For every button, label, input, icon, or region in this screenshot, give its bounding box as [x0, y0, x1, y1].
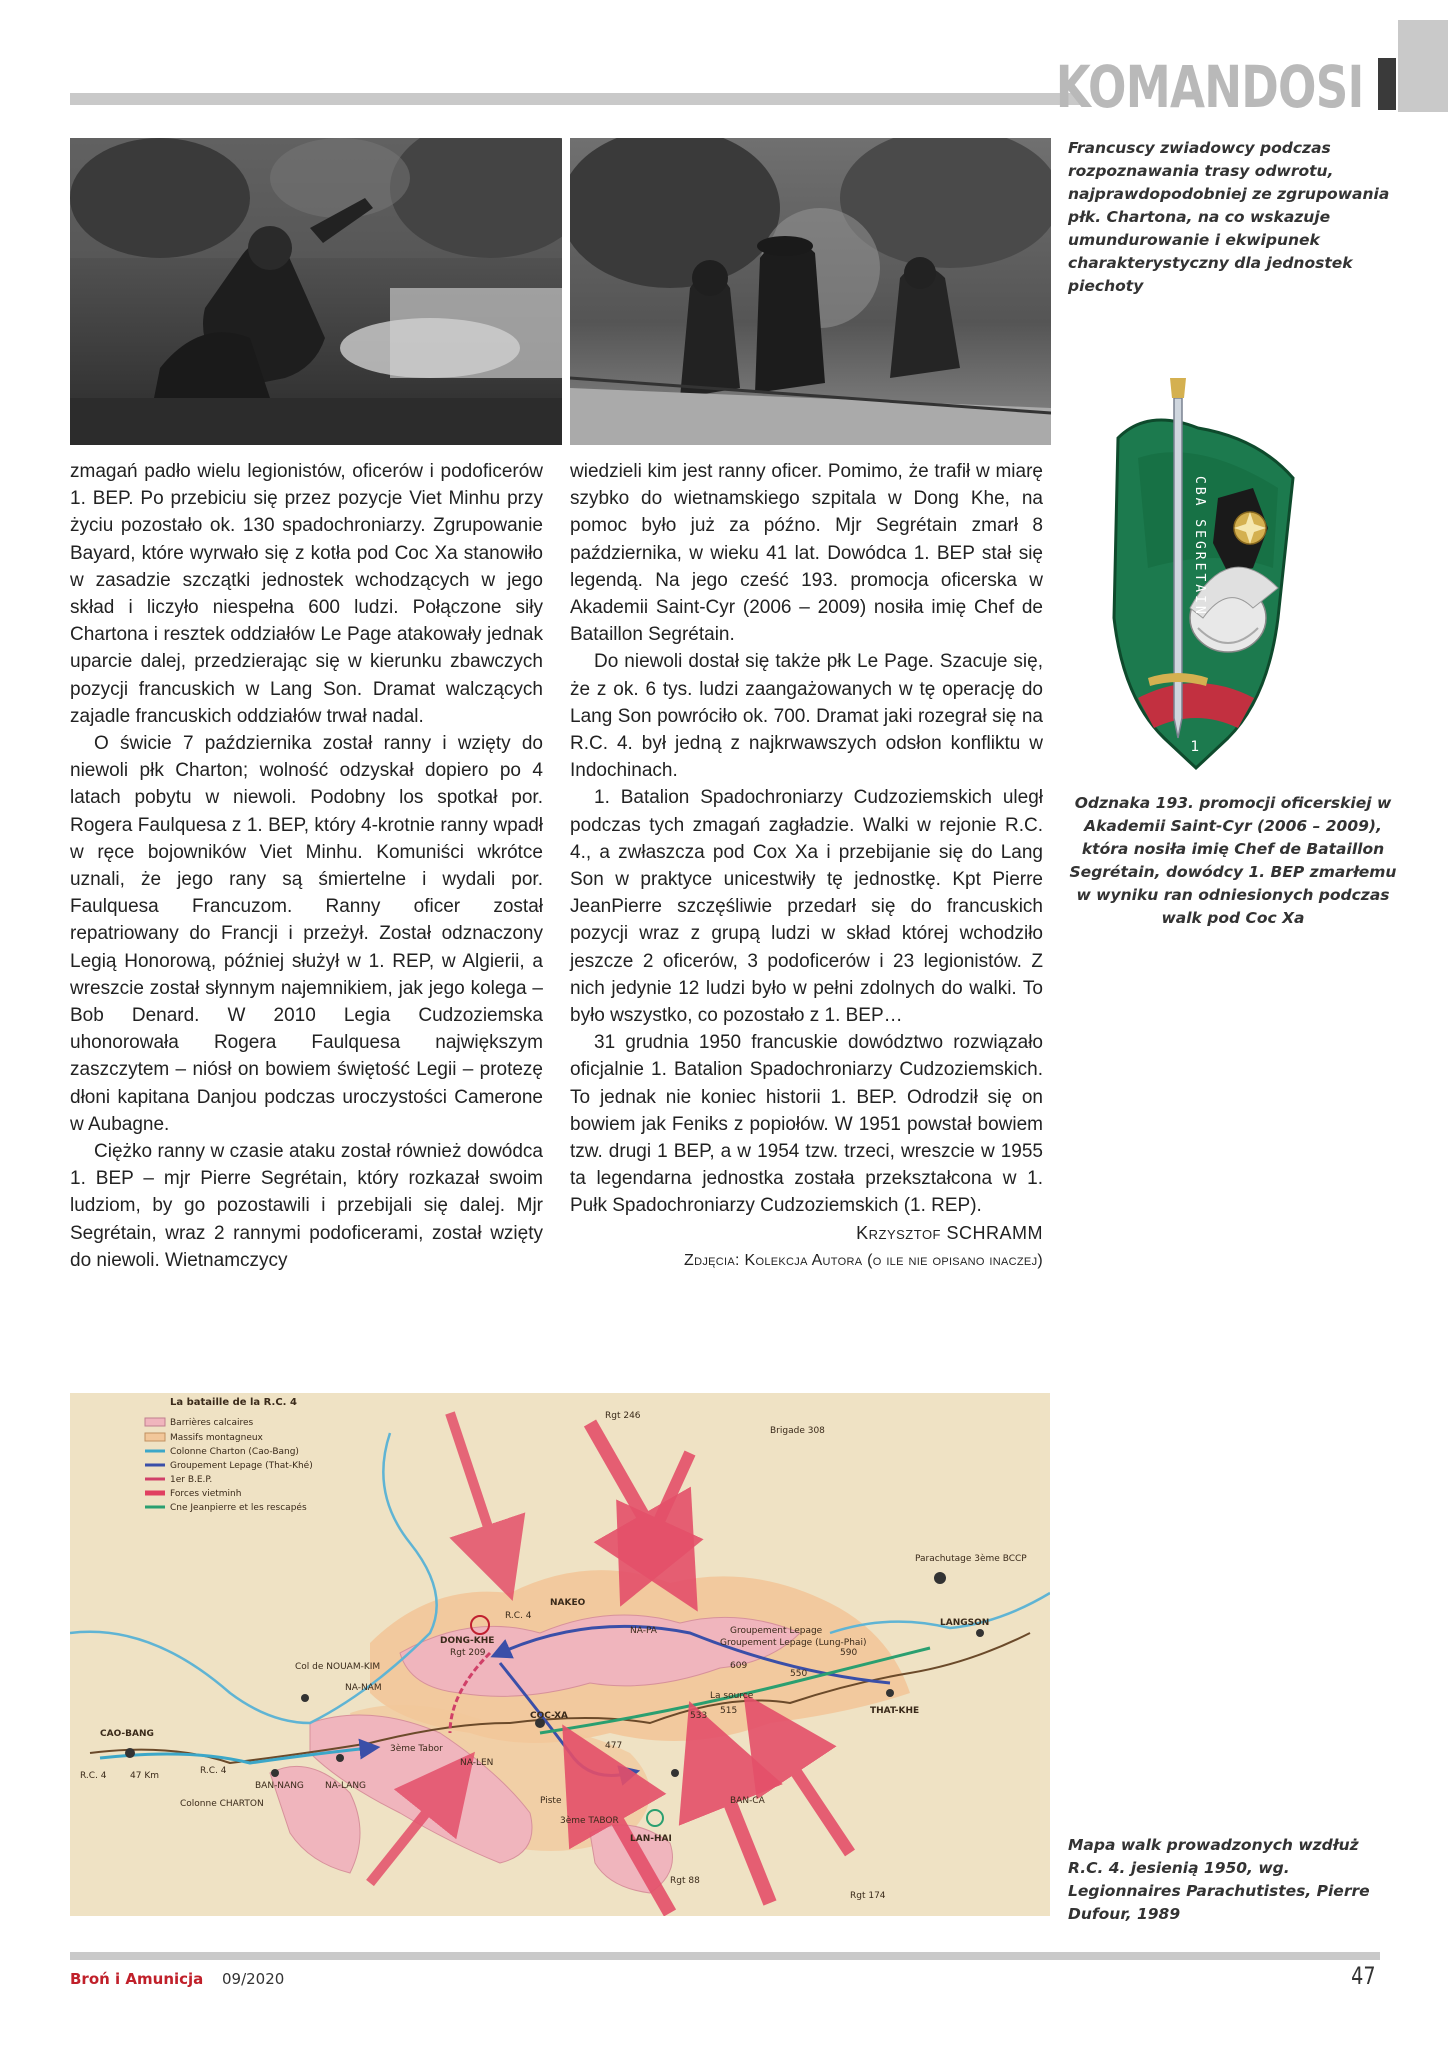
place-tabor: 3ème TABOR: [560, 1816, 619, 1826]
col2-paragraph-3: 1. Batalion Spadochroniarzy Cudzoziemskich uległ podczas tych zmagań zagładzie. Walki w rejonie R.C. 4., a zwłaszcza pod Cox Xa i przebijanie się do Lang Son w praktyce unicestwiły tę jednostkę. Kpt Pierre JeanPierre szczęśliwie przedarł się do francuskich pozycji wraz z grupą ludzi w skład której wchodziło jeszcze 2 oficerów, 3 podoficerów i 23 legionistów. Z nich jedynie 12 ludzi było w pełni zdolnych do walki. To było wszystko, co pozostało z 1. BEP…: [570, 787, 1043, 1027]
article-column-1: [70, 458, 543, 1274]
badge-lettering: CBA SEGRETAIN: [1192, 476, 1207, 617]
place-langson: LANGSON: [940, 1618, 990, 1628]
battle-map: [70, 1393, 1050, 1916]
photo-scouts-right-image: [570, 138, 1051, 445]
saint-cyr-badge: [1078, 368, 1314, 774]
footer-rule: [70, 1952, 1380, 1960]
place-na-lang: NA-LANG: [325, 1781, 367, 1791]
legend-label-0: Barrières calcaires: [170, 1418, 254, 1428]
col2-paragraph-2: Do niewoli dostał się także płk Le Page. Szacuje się, że z ok. 6 tys. ludzi zaangażowanych w tę operację do Lang Son powróciło ok. 700. Dramat jaki rozegrał się na R.C. 4. był jedną z najkrwawszych odsłon konfliktu w Indochinach.: [570, 651, 1043, 782]
place-lan-hai: LAN-HAI: [630, 1834, 672, 1844]
legend-label-4: 1er B.E.P.: [170, 1475, 213, 1485]
place-na-pa: NA-PA: [630, 1626, 657, 1636]
place-piste: Piste: [540, 1796, 562, 1806]
col1-paragraph-2: O świcie 7 października został ranny i wzięty do niewoli płk Charton; wolność odzyskał dopiero po 4 latach pobytu w niewoli. Podobny los spotkał por. Rogera Faulquesa z 1. BEP, który 4-krotnie ranny wpadł w ręce bojowników Viet Minhu. Komuniści wkrótce uznali, że jego rany są śmiertelne i wydali por. Faulquesa Francuzom. Ranny oficer został repatriowany do Francji i przeżył. Został odznaczony Legią Honorową, później służył w 1. REP, w Algierii, a wreszcie został słynnym najemnikiem, jak jego kolega – Bob Denard. W 2010 Legia Cudzoziemska uhonorowała Rogera Faulquesa największym zaszczytem – niósł on bowiem świętość Legii – protezę dłoni kapitana Danjou podczas uroczystości Camerone w Aubagne.: [70, 733, 543, 1135]
place-rc4-left: R.C. 4: [80, 1771, 107, 1781]
place-rc4-dk: R.C. 4: [505, 1611, 532, 1621]
photo-caption: Francuscy zwiadowcy podczas rozpoznawania trasy odwrotu, najprawdopodobniej ze zgrupowania płk. Chartona, na co wskazuje umundurowanie i ekwipunek charakterystyczny dla jednostek piechoty: [1068, 139, 1390, 295]
legend-label-1: Massifs montagneux: [170, 1433, 263, 1443]
place-parachutage: Parachutage 3ème BCCP: [915, 1554, 1027, 1564]
place-col-nouam: Col de NOUAM-KIM: [295, 1662, 381, 1672]
place-colonne-charton: Colonne CHARTON: [180, 1799, 264, 1809]
header-rule: [70, 93, 1080, 105]
place-ban-nam: BAN-NANG: [255, 1781, 304, 1791]
badge-image: [1078, 368, 1314, 774]
map-caption: Mapa walk prowadzonych wzdłuż R.C. 4. jesienią 1950, wg. Legionnaires Parachutistes, Pierre Dufour, 1989: [1068, 1836, 1370, 1923]
place-rgt-174: Rgt 174: [850, 1891, 886, 1901]
place-rgt-246: Rgt 246: [605, 1411, 641, 1421]
place-groupement-lepage-road: Groupement Lepage (Lung-Phai): [720, 1638, 867, 1648]
place-coc-xa: COC-XA: [530, 1711, 568, 1721]
height-477: 477: [605, 1741, 623, 1751]
magazine-name: Broń i Amunicja: [70, 1970, 204, 1988]
col1-paragraph-3: Ciężko ranny w czasie ataku został również dowódca 1. BEP – mjr Pierre Segrétain, który rozkazał swoim ludziom, by go pozostawili i przebijali się dalej. Mjr Segrétain, wraz 2 rannymi podoficerami, został wzięty do niewoli. Wietnamczycy: [70, 1141, 543, 1271]
battle-map-drawing: [70, 1393, 1050, 1916]
height-515: 515: [720, 1706, 738, 1716]
legend-label-6: Cne Jeanpierre et les rescapés: [170, 1503, 307, 1513]
place-brigade-308: Brigade 308: [770, 1426, 825, 1436]
col2-paragraph-4: 31 grudnia 1950 francuskie dowództwo rozwiązało oficjalnie 1. Batalion Spadochroniarzy Cudzoziemskich. To jednak nie koniec historii 1. BEP. Odrodził się on bowiem jak Feniks z popiołów. W 1951 powstał bowiem tzw. drugi 1 BEP, a w 1954 tzw. trzeci, wreszcie w 1955 ta legendarna jednostka została przekształcona w 1. Pułk Spadochroniarzy Cudzoziemskich (1. REP).: [570, 1032, 1043, 1217]
badge-caption: Odznaka 193. promocji oficerskiej w Akademii Saint-Cyr (2006 – 2009), która nosiła imię Chef de Bataillon Segrétain, dowódcy 1. BEP zmarłemu w wyniku ran odniesionych podczas walk pod Coc Xa: [1069, 794, 1397, 927]
col1-paragraph-1: zmagań padło wielu legionistów, oficerów i podoficerów 1. BEP. Po przebiciu się przez pozycje Viet Minhu przy życiu pozostało ok. 130 spadochroniarzy. Zgrupowanie Bayard, które wyrwało się z kotła pod Coc Xa stanowiło w zasadzie szczątki jednostek wchodzących w jego skład i liczyło niespełna 600 ludzi. Połączone siły Chartona i resztek oddziałów Le Page atakowały jednak uparcie dalej, przedzierając się w kierunku zbawczych pozycji francuskich w Lang Son. Dramat walczących zajadle francuskich oddziałów trwał nadal.: [70, 461, 543, 727]
legend-label-3: Groupement Lepage (That-Khé): [170, 1461, 313, 1471]
place-tabor2: 3ème Tabor: [390, 1744, 443, 1754]
place-la-source: La source: [710, 1691, 754, 1701]
col2-paragraph-1: wiedzieli kim jest ranny oficer. Pomimo, że trafił w miarę szybko do wietnamskiego szpitala w Dong Khe, na pomoc było już za późno. Mjr Segrétain zmarł 8 października, w wieku 41 lat. Dowódca 1. BEP stał się legendą. Na jego cześć 193. promocja oficerska w Akademii Saint-Cyr (2006 – 2009) nosiła imię Chef de Bataillon Segrétain.: [570, 461, 1043, 646]
photo-scouts-right: [570, 138, 1051, 445]
height-609: 609: [730, 1661, 748, 1671]
photo-scouts-left-image: [70, 138, 562, 445]
place-na-len: NA-LEN: [460, 1758, 494, 1768]
page-number: 47: [1351, 1962, 1376, 1990]
place-km47: 47 Km: [130, 1771, 159, 1781]
section-title-accent: [1378, 58, 1396, 110]
legend-label-2: Colonne Charton (Cao-Bang): [170, 1447, 299, 1457]
place-na-nam: NA-NAM: [345, 1683, 382, 1693]
map-title: La bataille de la R.C. 4: [170, 1397, 297, 1408]
place-rc4-mid: R.C. 4: [200, 1766, 227, 1776]
height-550: 550: [790, 1669, 808, 1679]
place-ban-ca: BAN-CA: [730, 1796, 765, 1806]
legend-label-5: Forces vietminh: [170, 1489, 242, 1499]
article-column-2: [570, 458, 1043, 1274]
place-that-khe: THAT-KHE: [870, 1706, 920, 1716]
photo-scouts-left: [70, 138, 562, 445]
magazine-issue: 09/2020: [222, 1970, 285, 1988]
photo-credit: Zdjęcia: Kolekcja Autora (o ile nie opisano inaczej): [684, 1251, 1043, 1269]
badge-number: 1: [1190, 739, 1200, 755]
height-533: 533: [690, 1711, 708, 1721]
place-nakeo: NAKEO: [550, 1598, 586, 1608]
place-cao-bang: CAO-BANG: [100, 1729, 154, 1739]
section-title: KOMANDOSI: [1056, 53, 1364, 121]
place-groupement-lepage: Groupement Lepage: [730, 1626, 823, 1636]
place-rgt-209: Rgt 209: [450, 1648, 486, 1658]
place-dong-khe: DONG-KHE: [440, 1636, 495, 1646]
corner-tab: [1398, 20, 1448, 112]
author-byline: Krzysztof SCHRAMM: [856, 1222, 1043, 1243]
place-rgt-88: Rgt 88: [670, 1876, 700, 1886]
height-590: 590: [840, 1648, 858, 1658]
